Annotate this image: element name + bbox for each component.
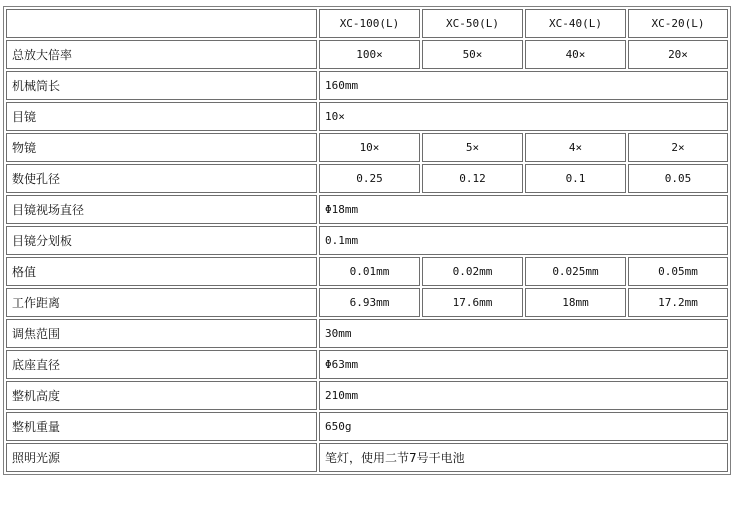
table-row xyxy=(6,350,728,379)
table-row xyxy=(6,443,728,472)
value-cell: 18mm xyxy=(525,288,626,317)
spanning-value-cell: 10× xyxy=(319,102,728,131)
spanning-value-cell: 笔灯，使用二节7号干电池 xyxy=(319,443,728,472)
row-label: 底座直径 xyxy=(6,350,317,379)
value-cell: 0.025mm xyxy=(525,257,626,286)
value-cell: 2× xyxy=(628,133,728,162)
row-label: 数使孔径 xyxy=(6,164,317,193)
value-cell: 17.6mm xyxy=(422,288,523,317)
row-label: 整机重量 xyxy=(6,412,317,441)
spanning-value-cell: 30mm xyxy=(319,319,728,348)
header-corner-cell xyxy=(6,9,317,38)
row-label: 整机高度 xyxy=(6,381,317,410)
table-row xyxy=(6,40,728,69)
spanning-value-cell: 160mm xyxy=(319,71,728,100)
table-row xyxy=(6,381,728,410)
value-cell: 0.02mm xyxy=(422,257,523,286)
value-cell: 0.25 xyxy=(319,164,420,193)
spec-table xyxy=(3,6,731,475)
value-cell: 0.12 xyxy=(422,164,523,193)
row-label: 机械筒长 xyxy=(6,71,317,100)
table-row xyxy=(6,133,728,162)
spanning-value-cell: Φ63mm xyxy=(319,350,728,379)
row-label: 格值 xyxy=(6,257,317,286)
spanning-value-cell: 0.1mm xyxy=(319,226,728,255)
row-label: 工作距离 xyxy=(6,288,317,317)
value-cell: 0.05mm xyxy=(628,257,728,286)
table-row xyxy=(6,257,728,286)
table-row xyxy=(6,164,728,193)
row-label: 目镜 xyxy=(6,102,317,131)
value-cell: 4× xyxy=(525,133,626,162)
row-label: 目镜分划板 xyxy=(6,226,317,255)
model-header-xc-20: XC-20(L) xyxy=(628,9,728,38)
value-cell: 20× xyxy=(628,40,728,69)
header-row xyxy=(6,9,728,38)
row-label: 总放大倍率 xyxy=(6,40,317,69)
value-cell: 6.93mm xyxy=(319,288,420,317)
row-label: 调焦范围 xyxy=(6,319,317,348)
row-label: 照明光源 xyxy=(6,443,317,472)
value-cell: 5× xyxy=(422,133,523,162)
model-header-xc-100: XC-100(L) xyxy=(319,9,420,38)
value-cell: 40× xyxy=(525,40,626,69)
value-cell: 17.2mm xyxy=(628,288,728,317)
value-cell: 0.01mm xyxy=(319,257,420,286)
spanning-value-cell: 210mm xyxy=(319,381,728,410)
table-row xyxy=(6,319,728,348)
spanning-value-cell: 650g xyxy=(319,412,728,441)
model-header-xc-40: XC-40(L) xyxy=(525,9,626,38)
spanning-value-cell: Φ18mm xyxy=(319,195,728,224)
value-cell: 0.1 xyxy=(525,164,626,193)
row-label: 物镜 xyxy=(6,133,317,162)
table-row xyxy=(6,288,728,317)
table-row xyxy=(6,195,728,224)
table-row xyxy=(6,71,728,100)
model-header-xc-50: XC-50(L) xyxy=(422,9,523,38)
table-row xyxy=(6,102,728,131)
value-cell: 0.05 xyxy=(628,164,728,193)
table-row xyxy=(6,226,728,255)
value-cell: 50× xyxy=(422,40,523,69)
table-row xyxy=(6,412,728,441)
value-cell: 10× xyxy=(319,133,420,162)
value-cell: 100× xyxy=(319,40,420,69)
row-label: 目镜视场直径 xyxy=(6,195,317,224)
